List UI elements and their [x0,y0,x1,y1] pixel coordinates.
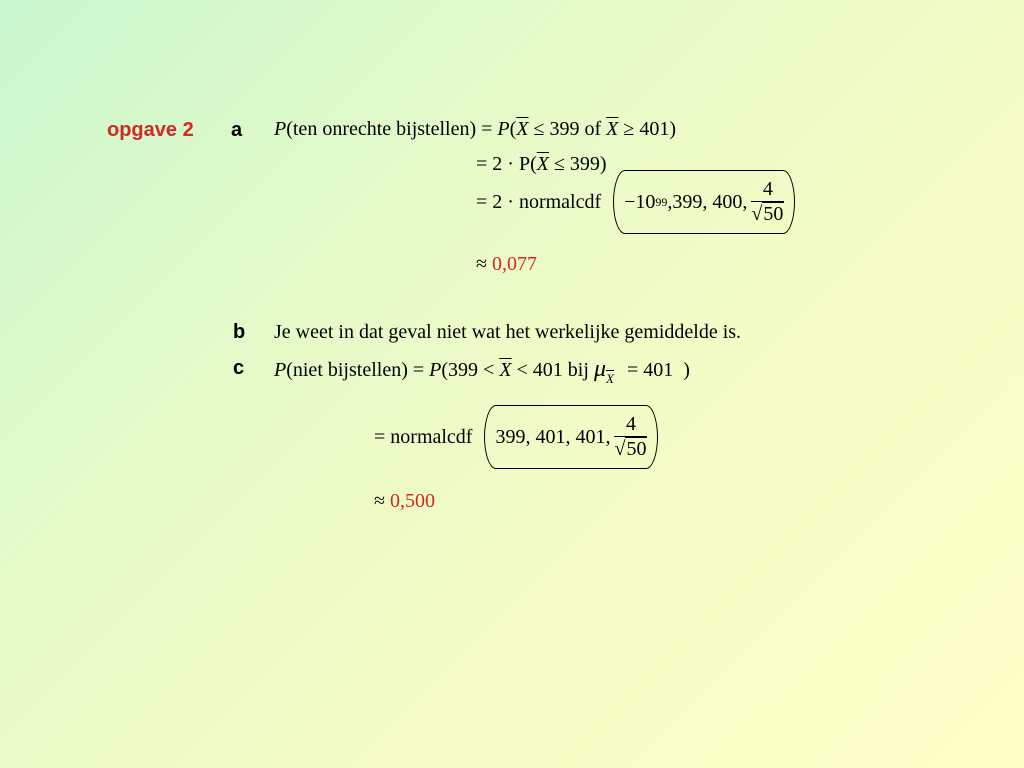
part-b-label: b [233,321,246,343]
text-fragment: = 401 [621,359,674,381]
normalcdf-arguments [484,405,658,469]
text-fragment: ≤ 399) [548,153,607,175]
text-fragment: (399 < [441,359,500,381]
part-a-result [476,253,537,276]
prob-symbol: P [274,118,287,140]
x-bar-symbol: $\overline{X}$ [499,359,512,381]
text-fragment: (ten onrechte bijstellen) = [286,118,498,140]
part-c-probability-statement [274,356,690,386]
prob-symbol: P [274,359,287,381]
lower-bound-base: −10 [624,190,656,213]
sigma-fraction [751,178,784,226]
approx-symbol: ≈ [476,253,492,275]
normalcdf-args: ,399, 400, [667,190,748,213]
lower-bound-exponent: 99 [655,194,668,209]
approx-symbol: ≈ [374,490,390,512]
mu-subscript: X [605,371,614,386]
text-fragment: (niet bijstellen) = [286,359,430,381]
fraction-numerator: 4 [625,413,636,435]
sigma-fraction [614,413,647,461]
mu-symbol: μ [593,356,606,382]
part-a-step-3 [476,170,795,234]
fraction-numerator: 4 [762,178,773,200]
answer-value: 0,500 [389,490,435,512]
text-fragment: = normalcdf [374,425,473,448]
normalcdf-args: 399, 401, 401, [495,425,611,448]
answer-value: 0,077 [491,253,537,275]
text-fragment: ≤ 399 of [528,118,607,140]
part-c-step-2 [374,405,658,469]
text-fragment: ≥ 401) [618,118,677,140]
x-bar-symbol: $\overline{X}$ [536,153,549,175]
part-b-answer: Je weet in dat geval niet wat het werkelijke gemiddelde is. [274,321,742,343]
text-fragment: ) [683,359,690,381]
part-c-label: c [233,357,245,379]
exercise-label: opgave 2 [107,119,194,141]
prob-symbol: P [497,118,510,140]
x-bar-symbol: $\overline{X}$ [516,118,529,140]
part-c-result [374,490,435,513]
prob-symbol: P [429,359,442,381]
fraction-denominator: √50 [614,438,647,460]
text-fragment: = 2 · normalcdf [476,190,602,213]
text-fragment: = 2 · P( [476,153,537,175]
normalcdf-arguments [613,170,795,234]
part-a-label: a [231,119,243,141]
fraction-denominator: √50 [751,203,784,225]
part-a-probability-statement [274,118,676,141]
text-fragment: < 401 bij [511,359,594,381]
x-bar-symbol: $\overline{X}$ [606,118,619,140]
text-fragment: ( [509,118,517,140]
